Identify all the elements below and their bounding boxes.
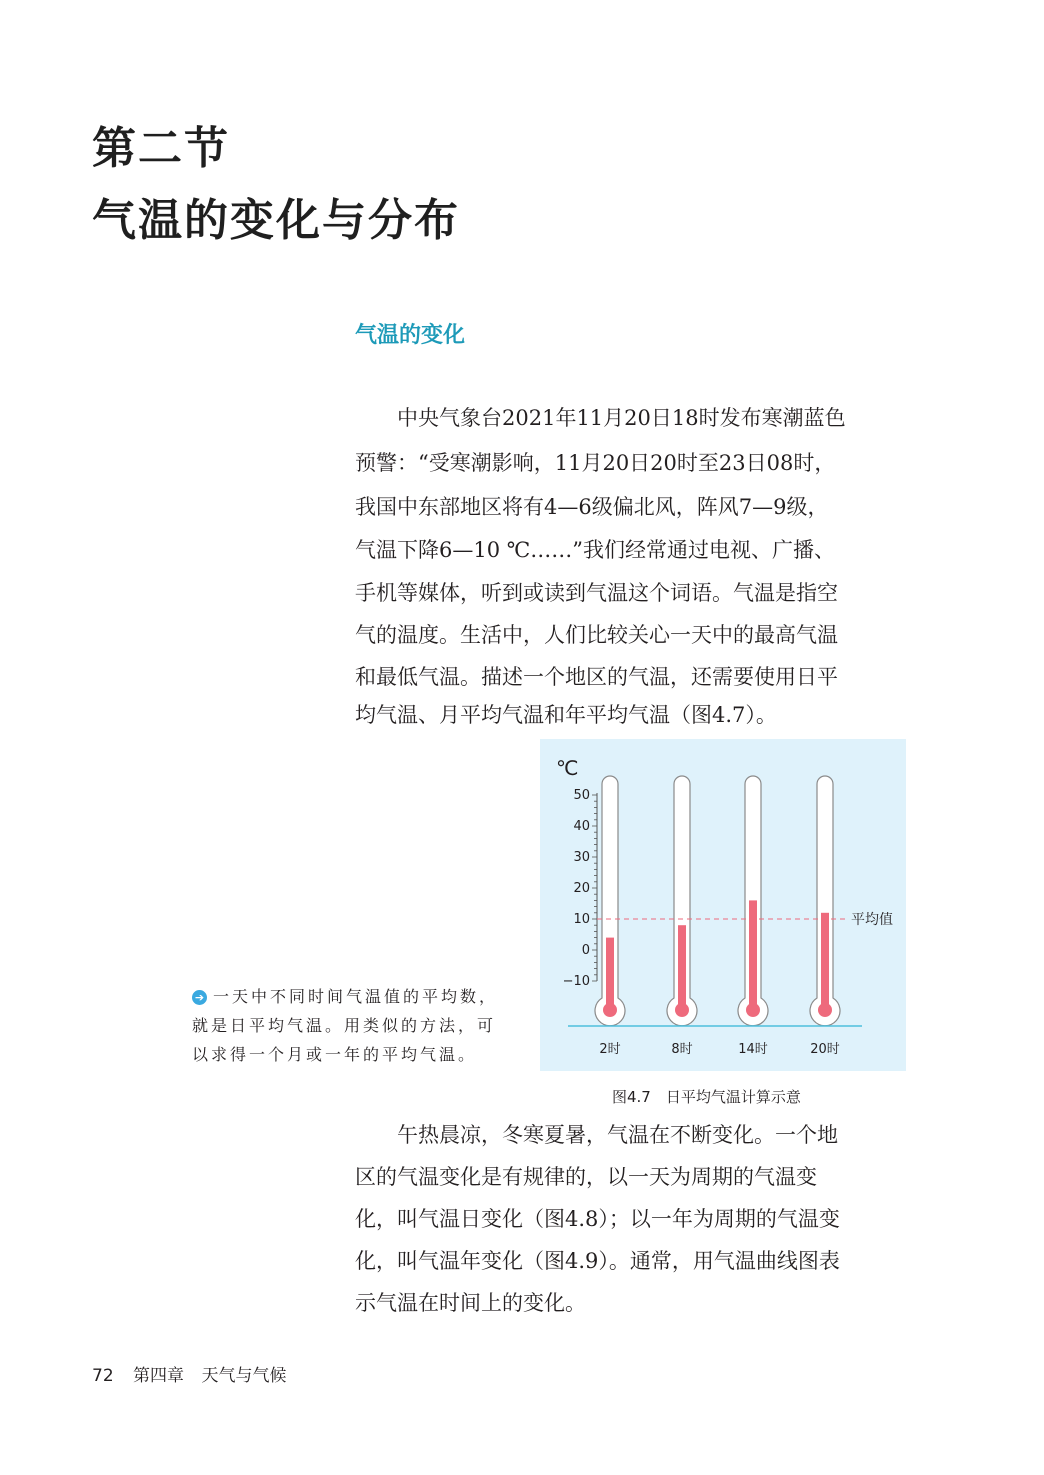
unit-label: ℃ bbox=[556, 756, 579, 780]
paragraph-line: 区的气温变化是有规律的，以一天为周期的气温变 bbox=[355, 1165, 817, 1189]
side-note bbox=[192, 982, 528, 1069]
arrow-right-icon: ➔ bbox=[192, 990, 207, 1005]
paragraph-line: 气温下降6—10 ℃……”我们经常通过电视、广播、 bbox=[355, 538, 835, 562]
paragraph-line: 预警：“受寒潮影响，11月20日20时至23日08时， bbox=[355, 451, 836, 475]
section-title: 气温的变化与分布 bbox=[92, 195, 460, 246]
thermometer-chart bbox=[540, 739, 906, 1071]
side-note-text: 一天中不同时间气温值的平均数， bbox=[213, 987, 499, 1006]
y-tick-label: 10 bbox=[573, 912, 590, 927]
page-footer bbox=[92, 1361, 286, 1386]
paragraph-line: 中央气象台2021年11月20日18时发布寒潮蓝色 bbox=[355, 406, 846, 430]
mercury-bulb bbox=[818, 1003, 832, 1017]
y-tick-label: 40 bbox=[573, 819, 590, 834]
y-tick-label: −10 bbox=[562, 974, 590, 989]
mercury-bulb bbox=[603, 1003, 617, 1017]
paragraph-line: 我国中东部地区将有4—6级偏北风，阵风7—9级， bbox=[355, 495, 829, 519]
paragraph-line: 化，叫气温年变化（图4.9）。通常，用气温曲线图表 bbox=[355, 1249, 840, 1273]
mercury-bulb bbox=[675, 1003, 689, 1017]
x-axis-labels bbox=[599, 1042, 839, 1057]
y-tick-label: 0 bbox=[581, 943, 590, 958]
side-note-line: 以求得一个月或一年的平均气温。 bbox=[192, 1045, 478, 1064]
y-axis bbox=[563, 788, 597, 989]
section-number-title: 第二节 bbox=[92, 123, 230, 174]
y-tick-label: 20 bbox=[573, 881, 590, 896]
mercury-bar bbox=[821, 913, 829, 1010]
y-tick-label: 50 bbox=[573, 788, 590, 803]
average-label: 平均值 bbox=[851, 912, 893, 928]
x-tick-label: 14时 bbox=[738, 1042, 768, 1057]
page-number: 72 bbox=[92, 1366, 114, 1386]
x-tick-label: 20时 bbox=[810, 1042, 840, 1057]
mercury-bar bbox=[749, 900, 757, 1010]
side-note-line: 就是日平均气温。用类似的方法，可 bbox=[192, 1016, 497, 1035]
thermometer bbox=[667, 776, 697, 1026]
paragraph-line: 化，叫气温日变化（图4.8）；以一年为周期的气温变 bbox=[355, 1207, 840, 1231]
y-tick-label: 30 bbox=[573, 850, 590, 865]
section-heading: 气温的变化 bbox=[355, 323, 466, 348]
paragraph-line: 示气温在时间上的变化。 bbox=[355, 1291, 586, 1315]
thermometer bbox=[738, 776, 768, 1026]
figure-4-7 bbox=[540, 739, 906, 1071]
side-note-line bbox=[192, 982, 528, 1011]
figure-caption: 图4.7 日平均气温计算示意 bbox=[612, 1088, 801, 1106]
paragraph-line: 手机等媒体，听到或读到气温这个词语。气温是指空 bbox=[355, 581, 838, 605]
chapter-label: 第四章 bbox=[133, 1366, 185, 1386]
paragraph-line: 均气温、月平均气温和年平均气温（图4.7）。 bbox=[355, 703, 777, 727]
paragraph-line: 和最低气温。描述一个地区的气温，还需要使用日平 bbox=[355, 665, 838, 689]
paragraph-line: 午热晨凉，冬寒夏暑，气温在不断变化。一个地 bbox=[355, 1123, 838, 1147]
mercury-bar bbox=[606, 938, 614, 1010]
thermometer bbox=[810, 776, 840, 1026]
thermometers bbox=[595, 776, 840, 1026]
paragraph-line: 气的温度。生活中，人们比较关心一天中的最高气温 bbox=[355, 623, 838, 647]
chapter-title: 天气与气候 bbox=[201, 1366, 287, 1386]
mercury-bar bbox=[678, 925, 686, 1010]
x-tick-label: 2时 bbox=[599, 1042, 621, 1057]
mercury-bulb bbox=[746, 1003, 760, 1017]
x-tick-label: 8时 bbox=[671, 1042, 693, 1057]
thermometer bbox=[595, 776, 625, 1026]
